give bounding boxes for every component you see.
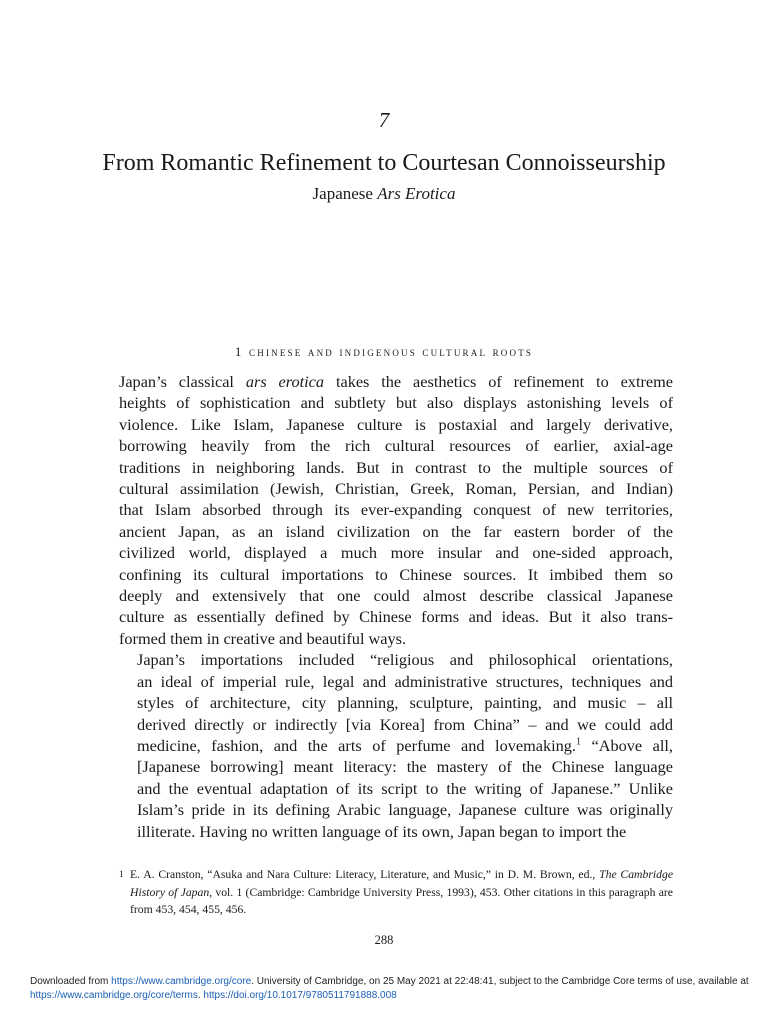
text-line: heights of sophistication and subtlety but also displays astonishing levels of bbox=[119, 393, 673, 413]
download-text-1: Downloaded from bbox=[30, 976, 112, 987]
text-line: derived directly or indirectly [via Korea] from China” – and we could add bbox=[137, 714, 673, 734]
text-line bbox=[119, 735, 673, 756]
text-line bbox=[119, 371, 673, 392]
text-line: that Islam absorbed through its ever-expanding conquest of new territories, bbox=[119, 500, 673, 520]
text-line: styles of architecture, city planning, sculpture, painting, and music – all bbox=[137, 693, 673, 713]
text-line: and the eventual adaptation of its script to the writing of Japanese.” Unlike bbox=[137, 778, 673, 798]
section-heading: 1 chinese and indigenous cultural roots bbox=[234, 344, 534, 359]
chapter-subtitle bbox=[0, 184, 768, 204]
download-text-3: . bbox=[197, 990, 204, 1001]
text-line: an ideal of imperial rule, legal and administrative structures, techniques and bbox=[137, 671, 673, 691]
subtitle-italic: Ars Erotica bbox=[377, 184, 456, 203]
text-line: confining its cultural importations to Chinese sources. It imbibed them so bbox=[119, 564, 673, 584]
text-line: ancient Japan, as an island civilization on the far eastern border of the bbox=[119, 521, 673, 541]
footnote bbox=[119, 866, 673, 919]
text-line: civilized world, displayed a much more insular and one-sided approach, bbox=[119, 543, 673, 563]
download-text-2: . University of Cambridge, on 25 May 2021 at 22:48:41, subject to the Cambridge Core terms of use, available at bbox=[251, 976, 749, 987]
body-text bbox=[119, 371, 673, 842]
italic-term: ars erotica bbox=[245, 372, 325, 391]
terms-link[interactable]: https://www.cambridge.org/core/terms bbox=[30, 990, 198, 1001]
text-line: Japan’s importations included “religious and philosophical orientations, bbox=[137, 650, 673, 670]
text-run: takes the aesthetics of refinement to extreme bbox=[324, 372, 674, 391]
paragraph-2 bbox=[119, 649, 673, 842]
text-line: traditions in neighboring lands. But in contrast to the multiple sources of bbox=[119, 457, 673, 477]
text-line: [Japanese borrowing] meant literacy: the mastery of the Chinese language bbox=[137, 757, 673, 777]
paragraph-1 bbox=[119, 371, 673, 649]
doi-link[interactable]: https://doi.org/10.1017/9780511791888.008 bbox=[203, 990, 397, 1001]
footnote-number: 1 bbox=[119, 869, 124, 879]
text-line: deeply and extensively that one could almost describe classical Japanese bbox=[119, 586, 673, 606]
footnote-marker[interactable]: 1 bbox=[575, 736, 581, 748]
text-line: cultural assimilation (Jewish, Christian, Greek, Roman, Persian, and Indian) bbox=[119, 479, 673, 499]
footnote-italic: The Cambridge History of Japan bbox=[130, 868, 674, 899]
text-run: Japan’s classical bbox=[119, 372, 246, 391]
text-run: “Above all, bbox=[580, 735, 673, 755]
text-line: formed them in creative and beautiful ways. bbox=[119, 628, 407, 648]
footnote-text-b: , vol. 1 (Cambridge: Cambridge University Press, 1993), 453. Other citations in this paragraph are from 453, 454, 455, 456. bbox=[130, 885, 673, 916]
download-notice bbox=[30, 975, 760, 1003]
footnote-text bbox=[130, 866, 673, 919]
chapter-title: From Romantic Refinement to Courtesan Connoisseurship bbox=[102, 150, 666, 176]
core-link[interactable]: https://www.cambridge.org/core bbox=[111, 976, 252, 987]
text-line: borrowing heavily from the rich cultural resources of earlier, axial-age bbox=[119, 436, 673, 456]
text-run: medicine, fashion, and the arts of perfume and lovemaking. bbox=[137, 735, 576, 755]
footnote-text-a: E. A. Cranston, “Asuka and Nara Culture: Literacy, Literature, and Music,” in D. M. Brown, ed., bbox=[130, 868, 600, 881]
chapter-number: 7 bbox=[378, 108, 390, 132]
text-line: violence. Like Islam, Japanese culture is postaxial and largely derivative, bbox=[119, 414, 673, 434]
text-line: Islam’s pride in its defining Arabic language, Japanese culture was originally bbox=[137, 800, 673, 820]
page-number: 288 bbox=[374, 933, 394, 947]
subtitle-prefix: Japanese bbox=[312, 184, 378, 203]
text-line: illiterate. Having no written language of its own, Japan began to import the bbox=[137, 821, 627, 841]
text-line: culture as essentially defined by Chinese forms and ideas. But it also trans- bbox=[119, 607, 673, 627]
